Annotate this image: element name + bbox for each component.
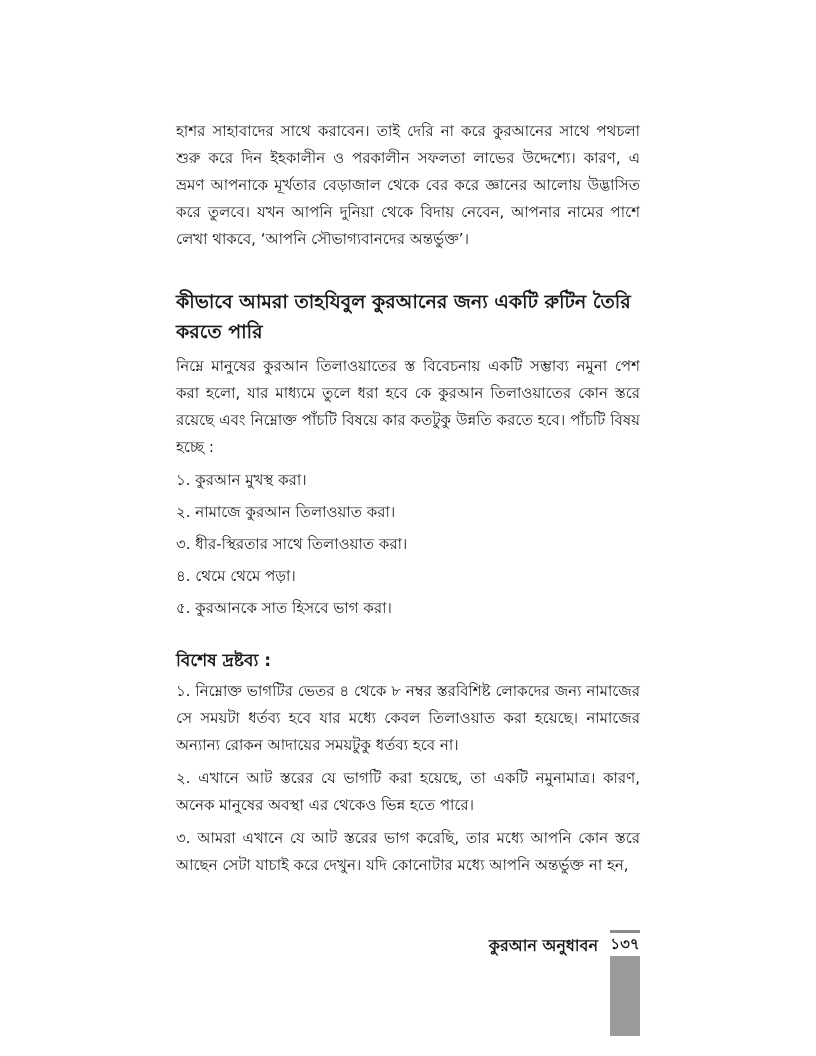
section-heading: কীভাবে আমরা তাহযিবুল কুরআনের জন্য একটি রুটিন তৈরি করতে পারি: [176, 291, 631, 343]
list-item: ১. কুরআন মুখস্থ করা।: [176, 471, 307, 489]
list-item: ৩. ধীর-স্থিরতার সাথে তিলাওয়াত করা।: [176, 535, 408, 553]
intro-paragraph: হাশর সাহাবাদের সাথে করাবেন। তাই দেরি না করে কুরআনের সাথে পথচলা শুরু করে দিন ইহকালীন ও পরকালীন সফলতা লাভের উদ্দেশ্যে। কারণ, এ ভ্রমণ আপনাকে মূর্খতার বেড়াজাল থেকে বের করে জ্ঞানের আলোয় উদ্ভাসিত করে তুলবে। যখন আপনি দুনিয়া থেকে বিদায় নেবেন, আপনার নামের পাশে লেখা থাকবে, ‘আপনি সৌভাগ্যবানদের অন্তর্ভুক্ত’।: [176, 122, 640, 248]
list-item: ২. নামাজে কুরআন তিলাওয়াত করা।: [176, 503, 396, 521]
topic-list: [176, 467, 640, 622]
note-item: ১. নিম্নোক্ত ভাগটির ভেতর ৪ থেকে ৮ নম্বর স্তরবিশিষ্ট লোকদের জন্য নামাজের সে সময়টা ধর্তব্য হবে যার মধ্যে কেবল তিলাওয়াত করা হয়েছে। নামাজের অন্যান্য রোকন আদায়ের সময়টুকু ধর্তব্য হবে না।: [176, 682, 640, 754]
list-item: ৪. থেমে থেমে পড়া।: [176, 567, 296, 585]
note-item: ৩. আমরা এখানে যে আট স্তরের ভাগ করেছি, তার মধ্যে আপনি কোন স্তরে আছেন সেটা যাচাই করে দেখুন। যদি কোনোটার মধ্যে আপনি অন্তর্ভুক্ত না হন,: [176, 829, 640, 874]
note-item: ২. এখানে আট স্তরের যে ভাগটি করা হয়েছে, তা একটি নমুনামাত্র। কারণ, অনেক মানুষের অবস্থা এর থেকেও ভিন্ন হতে পারে।: [176, 769, 640, 814]
page-body: [176, 118, 640, 885]
notes-heading: বিশেষ দ্রষ্টব্য :: [176, 651, 272, 671]
page-number: ১৩৭: [610, 930, 640, 956]
section-paragraph: নিম্নে মানুষের কুরআন তিলাওয়াতের স্ত বিবেচনায় একটি সম্ভাব্য নমুনা পেশ করা হলো, যার মাধ্যমে তুলে ধরা হবে কে কুরআন তিলাওয়াতের কোন স্তরে রয়েছে এবং নিম্নোক্ত পাঁচটি বিষয়ে কার কতটুকু উন্নতি করতে হবে। পাঁচটি বিষয় হচ্ছে :: [176, 357, 640, 456]
list-item: ৫. কুরআনকে সাত হিসবে ভাগ করা।: [176, 599, 392, 617]
running-footer-title: কুরআন অনুধাবন: [488, 936, 598, 955]
